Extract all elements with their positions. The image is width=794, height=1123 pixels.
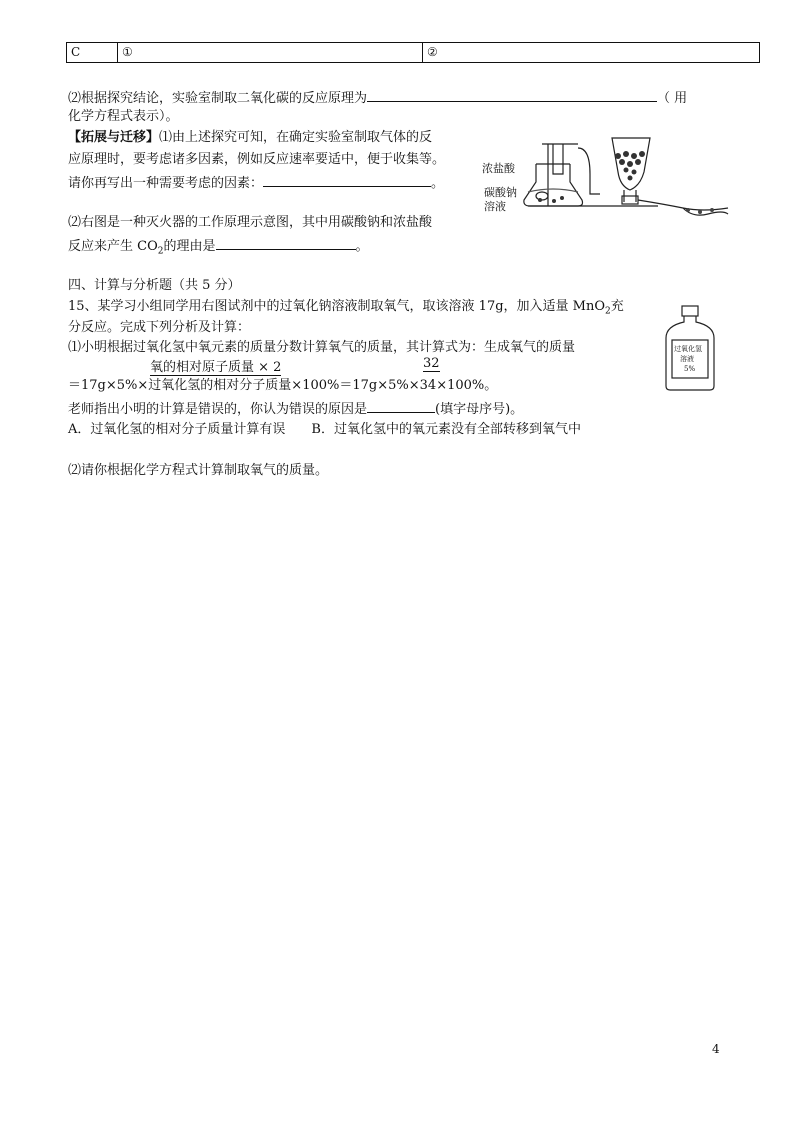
q15-text-end: 充 bbox=[610, 299, 624, 314]
extend-text: 请你再写出一种需要考虑的因素： bbox=[68, 176, 264, 191]
extinguisher-illustration bbox=[478, 134, 734, 224]
q15-line-2: 分反应。完成下列分析及计算： bbox=[68, 320, 251, 335]
options-line bbox=[68, 420, 581, 440]
section-title: 四、计算与分析题（共 5 分） bbox=[68, 278, 241, 293]
answer-blank[interactable] bbox=[263, 172, 431, 187]
formula-line bbox=[68, 376, 497, 396]
table-cell: C bbox=[67, 43, 118, 63]
extend-line-2: 应原理时，要考虑诸多因素，例如反应速率要适中，便于收集等。 bbox=[68, 152, 446, 167]
subscript: 2 bbox=[605, 306, 611, 317]
q2-line-2: 化学方程式表示）。 bbox=[68, 109, 179, 124]
q15-part1: ⑴小明根据过氧化氢中氧元素的质量分数计算氧气的质量，其计算式为：生成氧气的质量 bbox=[68, 340, 576, 355]
q2-text: ⑵根据探究结论，实验室制取二氧化碳的反应原理为 bbox=[68, 91, 368, 106]
q2-line-1 bbox=[68, 87, 687, 109]
q15-part2: ⑵请你根据化学方程式计算制取氧气的质量。 bbox=[68, 463, 329, 478]
extinguisher-figure bbox=[478, 134, 734, 224]
extend-line-3 bbox=[68, 172, 444, 194]
table-cell: ① bbox=[118, 43, 423, 63]
q2-text-end: （ 用 bbox=[657, 91, 688, 106]
table-row bbox=[67, 43, 760, 63]
teacher-line bbox=[68, 398, 523, 420]
bottle-label-name: 过氧化氢 bbox=[674, 345, 702, 353]
extend-line-4: ⑵右图是一种灭火器的工作原理示意图，其中用碳酸钠和浓盐酸 bbox=[68, 215, 433, 230]
extend-text: 反应来产生 CO bbox=[68, 239, 158, 254]
extend-line-5 bbox=[68, 235, 369, 262]
bottle-label-solution: 溶液 bbox=[680, 355, 694, 363]
extend-text-end: 。 bbox=[431, 176, 445, 191]
option-b: B．过氧化氢中的氧元素没有全部转移到氧气中 bbox=[311, 422, 581, 437]
page-number: 4 bbox=[712, 1042, 720, 1056]
formula-part: ＝17g×5%× bbox=[68, 378, 149, 393]
extend-line-1 bbox=[68, 128, 432, 148]
teacher-text: 老师指出小明的计算是错误的，你认为错误的原因是 bbox=[68, 402, 368, 417]
extend-heading: 【拓展与迁移】 bbox=[68, 130, 160, 145]
subscript: 2 bbox=[157, 246, 164, 257]
fraction-denominator: 过氧化氢的相对分子质量 bbox=[148, 378, 292, 393]
fraction-numerator: 32 bbox=[423, 356, 440, 371]
answer-blank[interactable] bbox=[216, 235, 356, 250]
teacher-text-end: (填字母序号)。 bbox=[435, 402, 524, 417]
figure-label-na2co3: 碳酸钠 bbox=[484, 186, 517, 199]
figure-label-solution: 溶液 bbox=[484, 200, 506, 213]
answer-table bbox=[66, 42, 760, 63]
answer-blank[interactable] bbox=[367, 398, 435, 413]
table-cell: ② bbox=[423, 43, 760, 63]
reagent-bottle-figure bbox=[660, 304, 720, 392]
figure-label-hcl: 浓盐酸 bbox=[482, 162, 515, 175]
extend-text: ⑴由上述探究可知，在确定实验室制取气体的反 bbox=[159, 130, 433, 145]
option-a: A．过氧化氢的相对分子质量计算有误 bbox=[68, 422, 286, 437]
formula-part: ×100%＝17g×5%× bbox=[291, 378, 420, 393]
extend-text: 的理由是 bbox=[163, 239, 216, 254]
q15-text: 15、某学习小组同学用右图试剂中的过氧化钠溶液制取氧气，取该溶液 17g，加入适量 MnO bbox=[68, 299, 606, 314]
answer-blank[interactable] bbox=[367, 87, 657, 102]
fraction-denominator: 34 bbox=[419, 378, 437, 393]
bottle-label-concentration: 5% bbox=[684, 365, 696, 373]
formula-part: ×100%。 bbox=[436, 378, 498, 393]
extend-text-end: 。 bbox=[355, 239, 369, 254]
fraction-numerator: 氧的相对原子质量 × 2 bbox=[150, 356, 281, 376]
